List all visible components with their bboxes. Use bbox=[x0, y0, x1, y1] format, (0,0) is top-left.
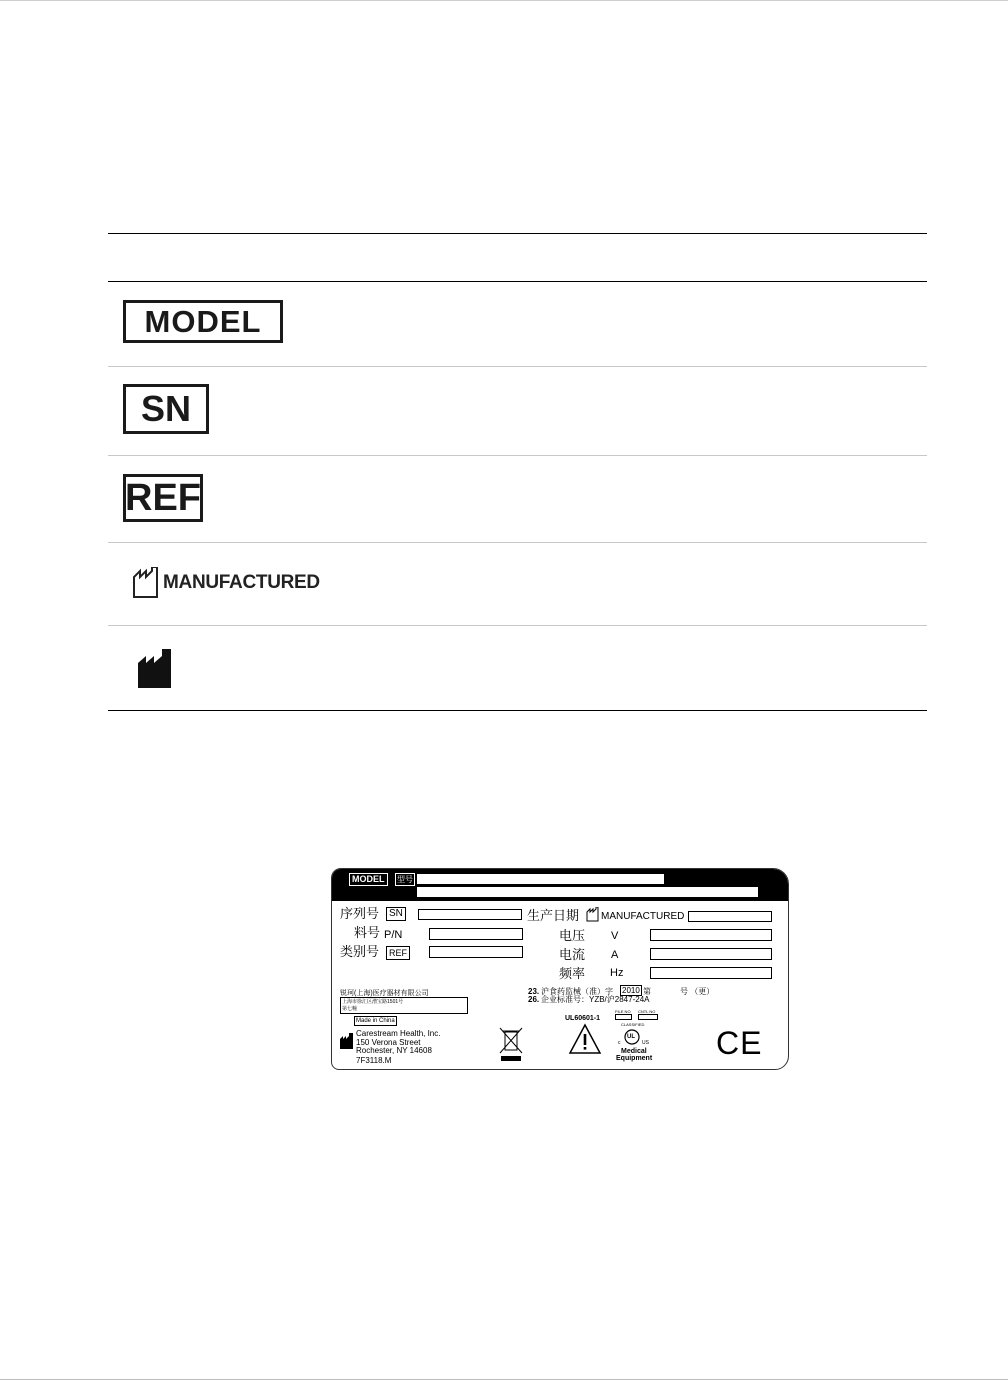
part-cn-label: 料号 bbox=[354, 925, 381, 940]
table-bottom-rule bbox=[108, 710, 927, 711]
frequency-unit: Hz bbox=[610, 967, 624, 979]
ul-us-text: US bbox=[642, 1040, 649, 1046]
ul-c-text: c bbox=[618, 1040, 621, 1046]
file-no-label: FILE NO bbox=[615, 1009, 631, 1014]
row-divider bbox=[108, 542, 927, 543]
voltage-cn-label: 电压 bbox=[559, 928, 586, 943]
label-model-tag: MODEL bbox=[349, 873, 388, 886]
voltage-value-field bbox=[650, 929, 772, 941]
part-pn-tag: P/N bbox=[384, 929, 403, 941]
warning-triangle-icon bbox=[568, 1023, 602, 1055]
weee-bin-icon bbox=[496, 1026, 526, 1062]
registration-suffix: 号 （更） bbox=[680, 987, 715, 996]
label-manufactured-text: MANUFACTURED bbox=[601, 911, 685, 922]
serial-number-symbol: SN bbox=[123, 384, 209, 434]
page-top-rule bbox=[0, 0, 1008, 1]
table-header-rule bbox=[108, 281, 927, 282]
manufacturer-street: 150 Verona Street bbox=[356, 1038, 421, 1047]
standard-prefix: 26. bbox=[528, 995, 540, 1004]
model-description-field bbox=[417, 887, 758, 897]
category-value-field bbox=[429, 946, 523, 958]
table-top-rule bbox=[108, 233, 927, 234]
file-no-field bbox=[615, 1014, 632, 1020]
date-cn-label: 生产日期 bbox=[527, 908, 580, 923]
ctl-no-label: CNTL NO bbox=[638, 1009, 656, 1014]
date-of-manufacture-symbol bbox=[132, 567, 320, 599]
reference-symbol: REF bbox=[123, 474, 203, 522]
serial-sn-tag: SN bbox=[386, 907, 406, 921]
voltage-unit: V bbox=[611, 930, 619, 942]
factory-outline-icon bbox=[132, 567, 160, 599]
ce-mark: CE bbox=[716, 1025, 763, 1061]
model-value-field bbox=[417, 874, 664, 884]
ul-equipment-text: Equipment bbox=[616, 1055, 653, 1062]
serial-cn-label: 序列号 bbox=[340, 906, 380, 921]
manufactured-text: MANUFACTURED bbox=[163, 572, 320, 593]
category-cn-label: 类别号 bbox=[340, 944, 380, 959]
current-cn-label: 电流 bbox=[559, 947, 586, 962]
ul-standard: UL60601-1 bbox=[565, 1015, 601, 1022]
row-divider bbox=[108, 366, 927, 367]
label-model-cn-tag: 型号 bbox=[397, 875, 413, 884]
current-unit: A bbox=[611, 949, 619, 961]
ul-classified-text: CLASSIFIED bbox=[621, 1022, 645, 1027]
registration-text: 沪食药监械（准）字 bbox=[541, 987, 613, 996]
ref-tag: REF bbox=[386, 946, 410, 960]
frequency-cn-label: 频率 bbox=[559, 966, 586, 981]
factory-filled-icon bbox=[340, 1033, 354, 1049]
serial-value-field bbox=[418, 909, 522, 920]
factory-filled-icon bbox=[137, 649, 173, 689]
registration-prefix: 23. bbox=[528, 987, 540, 996]
company-cn-name: 锐珂(上海)医疗器材有限公司 bbox=[340, 990, 429, 997]
ul-mark-text: UL bbox=[627, 1034, 635, 1040]
company-address-line1: 上海市徐汇区漕宝路1501号 bbox=[342, 999, 404, 1005]
manufacturer-symbol bbox=[137, 649, 173, 694]
registration-year: 2010 bbox=[622, 986, 640, 995]
row-divider bbox=[108, 455, 927, 456]
ul-medical-text: Medical bbox=[621, 1048, 647, 1055]
standard-text: 企业标准号：YZB/沪2847-24A bbox=[541, 995, 650, 1004]
current-value-field bbox=[650, 948, 772, 960]
manufacturer-city: Rochester, NY 14608 bbox=[356, 1046, 432, 1055]
manufacturer-name: Carestream Health, Inc. bbox=[356, 1029, 441, 1038]
frequency-value-field bbox=[650, 967, 772, 979]
registration-mid: 第 bbox=[643, 987, 651, 996]
ctl-no-field bbox=[638, 1014, 658, 1020]
model-symbol: MODEL bbox=[123, 300, 283, 343]
label-part-code: 7F3118.M bbox=[356, 1056, 392, 1065]
product-label-plate bbox=[331, 868, 789, 1070]
company-address-line2: 第七幢 bbox=[342, 1006, 358, 1012]
part-value-field bbox=[429, 928, 523, 940]
row-divider bbox=[108, 625, 927, 626]
manufactured-date-field bbox=[688, 911, 772, 922]
made-in-china: Made in China bbox=[356, 1018, 395, 1024]
factory-outline-icon bbox=[586, 907, 599, 922]
